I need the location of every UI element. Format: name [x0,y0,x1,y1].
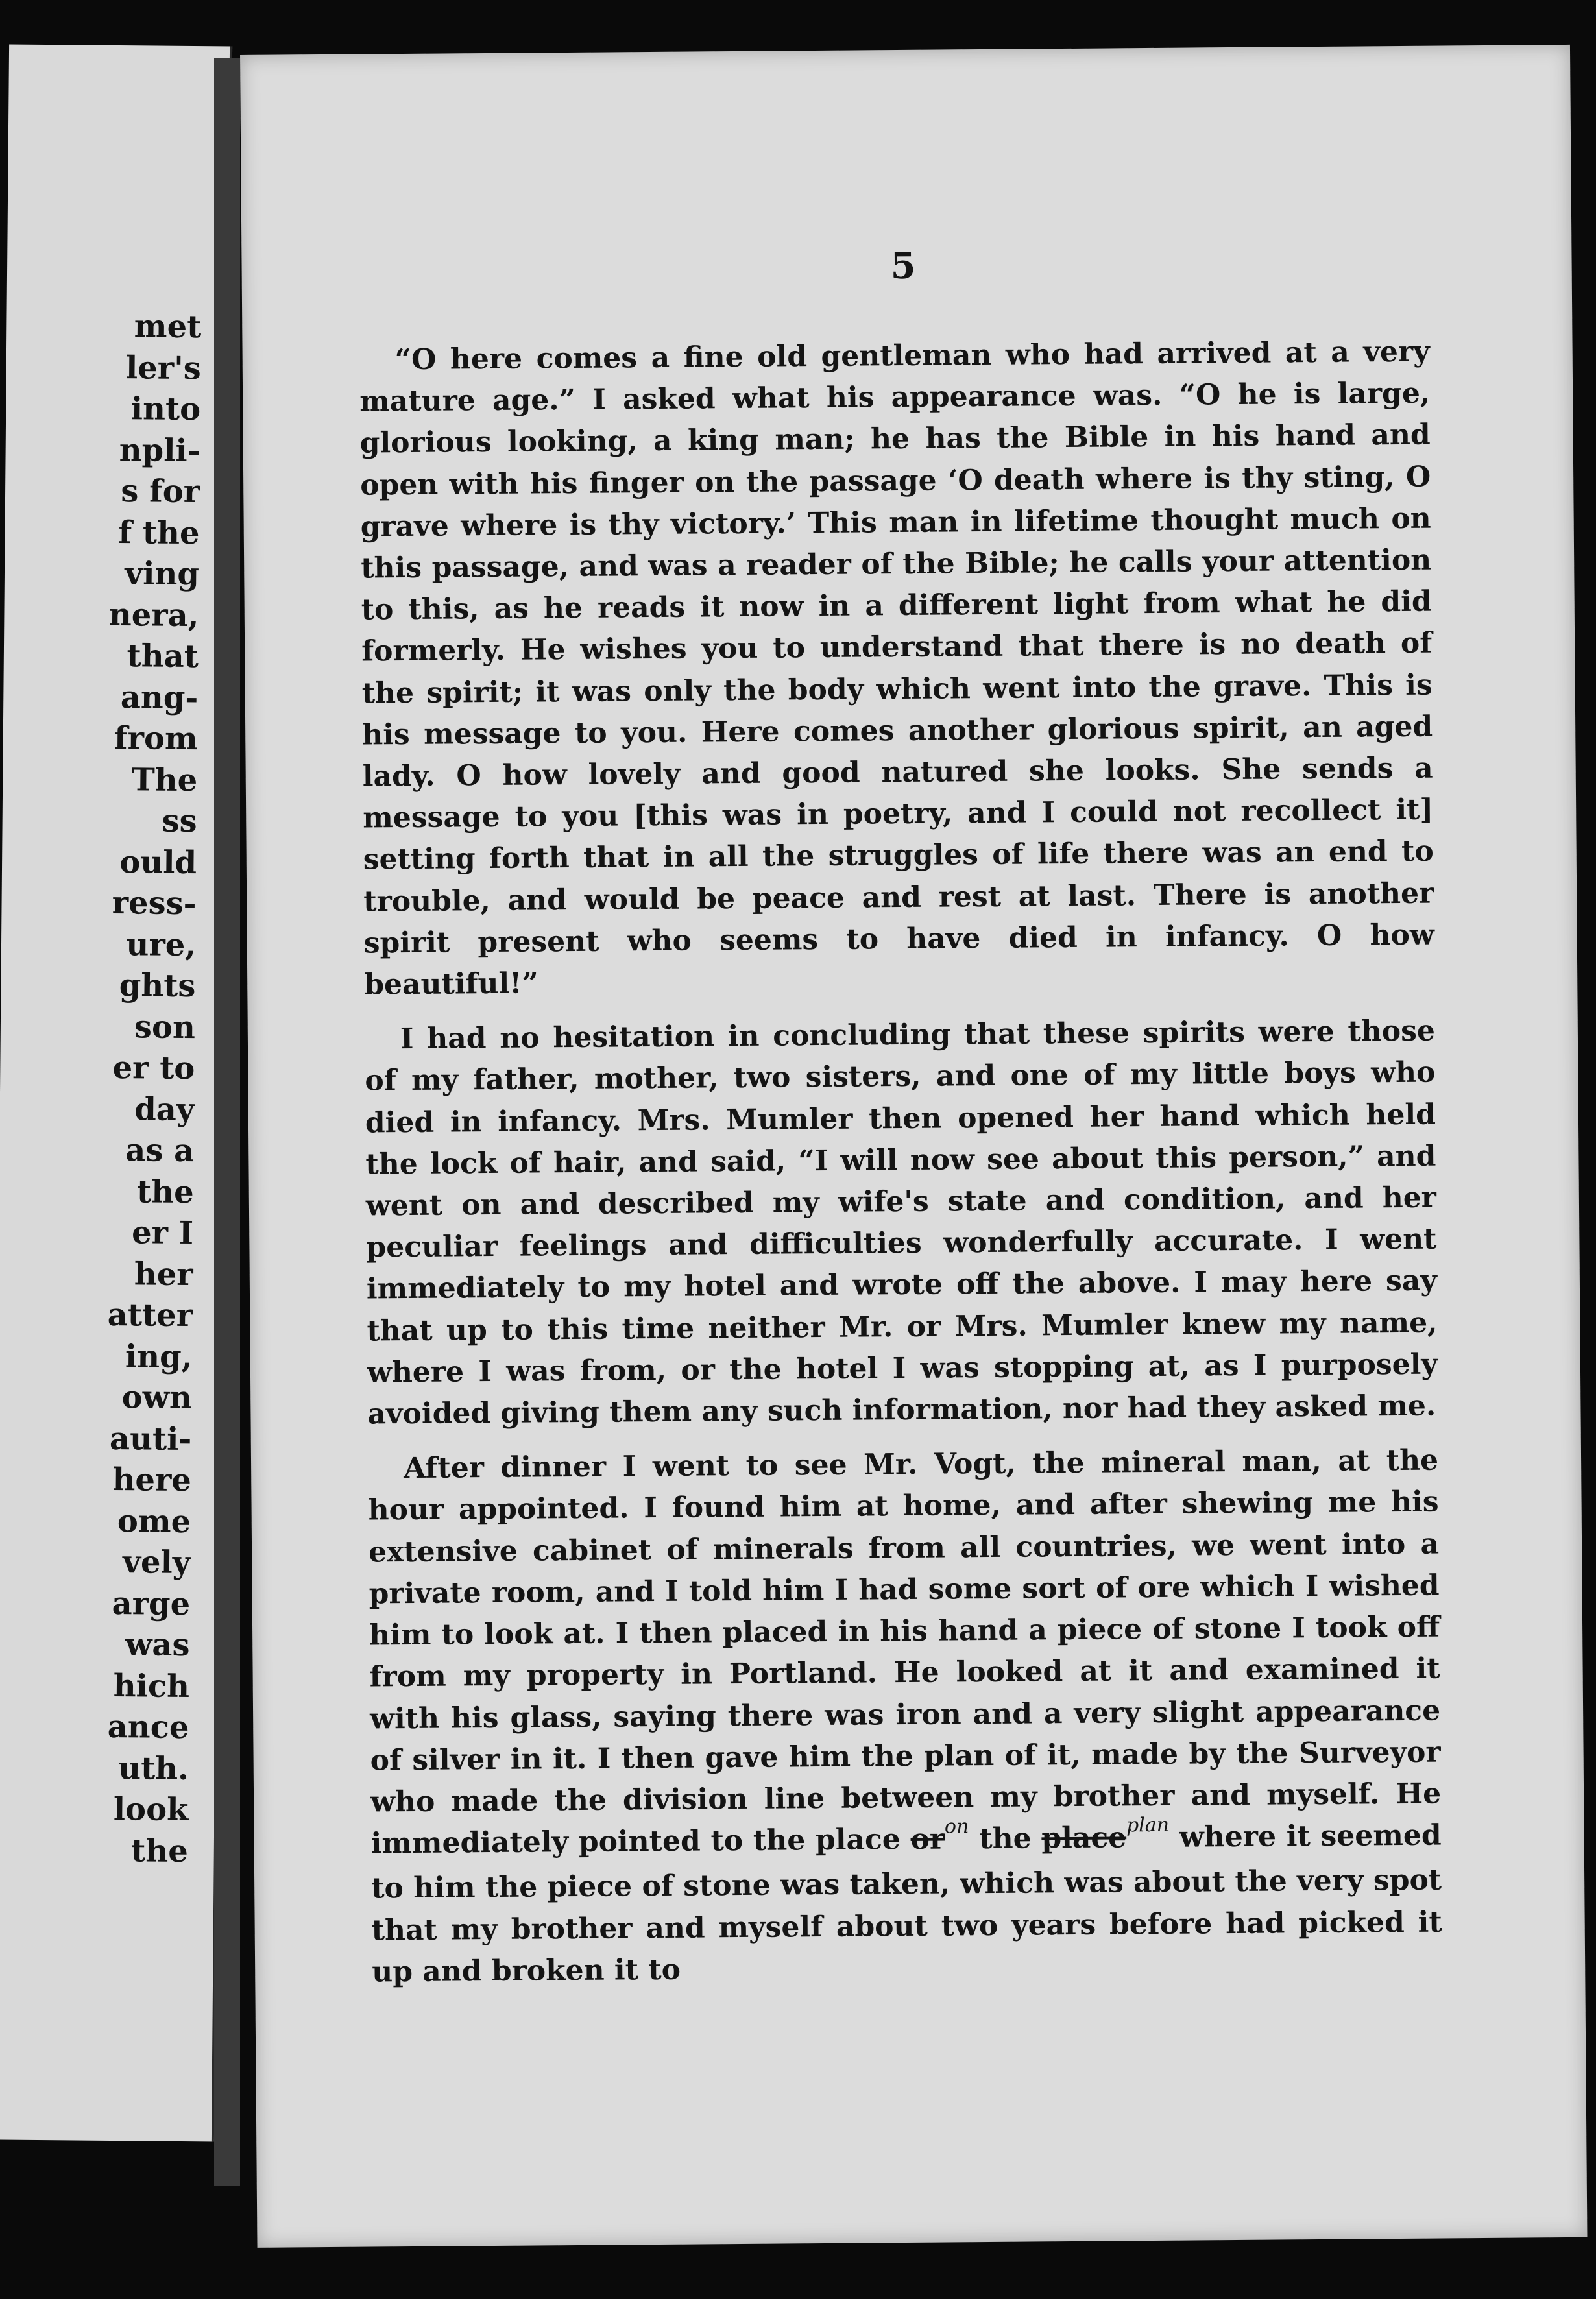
left-page-fragment: own [121,1379,193,1417]
body-text [359,331,1442,2006]
left-page-fragment: here [112,1462,192,1499]
left-page-fragment: look [113,1791,189,1829]
left-page-fragment: uth. [117,1750,189,1787]
left-page-fragment: f the [118,514,200,551]
book-gutter [214,58,240,2186]
left-page-fragment: ss [162,802,197,840]
left-page-fragment: son [134,1008,196,1046]
left-page-fragment: nera, [108,596,199,634]
left-page-fragment: vely [122,1544,191,1582]
left-page-fragment: The [131,761,198,799]
left-page-fragment: ving [125,555,200,593]
left-page-fragment: into [130,391,201,428]
handwritten-insert-plan: plan [1126,1813,1170,1837]
left-page-fragment: was [125,1626,190,1664]
left-page-fragment: the [130,1832,189,1870]
struck-word-or: or [910,1822,945,1857]
page-number: 5 [890,244,916,288]
left-page-fragment: her [134,1255,193,1293]
handwritten-insert-on: on [944,1815,969,1838]
struck-word-place: place [1041,1821,1127,1855]
left-page-fragment: the [136,1173,194,1210]
left-page-fragment: er to [112,1050,195,1087]
left-page-fragment: from [114,720,199,758]
left-page-fragment: ang- [120,679,199,716]
left-page-fragment: ould [119,843,197,881]
left-page-fragment: ance [107,1708,189,1746]
left-page-fragment: hich [113,1667,190,1705]
left-page-fragment: er I [131,1214,194,1252]
left-page-fragment: met [134,308,202,346]
left-page-fragment: ress- [112,884,197,922]
previous-page-edge [0,45,232,2142]
document-page [240,45,1587,2248]
paragraph-3-text: After dinner I went to see Mr. Vogt, the mineral man, at the hour appointed. I found him at home, and after shewing me his extensive cabinet of minerals from all countries, we went into a private room, and I told him I had some sort of ore which I wished him to look at. I then placed in his hand a piece of stone I took off from my property in Portland. He looked at it and examined it with his glass, saying there was iron and a very slight appearance of silver in it. I then gave him the plan of it, made by the Surveyor who made the division line between my brother and myself. He immediately pointed to the place [368,1443,1442,1860]
word-the: the [979,1822,1032,1856]
paragraph-1: “O here comes a fine old gentleman who had arrived at a very mature age.” I asked what his appearance was. “O he is large, glorious looking, a king man; he has the Bible in his hand and open with his finger on the passage ‘O death where is thy sting, O grave where is thy victory.’ This man in lifetime thought much on this passage, and was a reader of the Bible; he calls your attention to this, as he reads it now in a different light from what he did formerly. He wishes you to understand that there is no death of the spirit; it was only the body which went into the grave. This is his message to you. Here comes another glorious spirit, an aged lady. O how lovely and good natured she looks. She sends a message to you [this was in poetry, and I could not recollect it] setting forth that in all the struggles of life there was an end to trouble, and would be peace and rest at last. There is another spirit present who seems to have died in infancy. O how beautiful!” [359,335,1434,1002]
left-page-fragment: s for [121,473,200,511]
left-page-fragment: ghts [119,967,196,1005]
left-page-fragment: ler's [125,349,202,387]
left-page-fragment: day [134,1090,195,1128]
paragraph-3-end: where it seemed to him the piece of stone was taken, which was about the very spot that my brother and myself about two years before had picked it up and broken it to [371,1818,1442,1989]
left-page-fragment: ure, [126,926,197,963]
left-page-fragment: arge [112,1585,191,1622]
left-page-fragment: as a [125,1132,195,1170]
left-page-fragment: that [127,638,199,675]
paragraph-3 [368,1440,1443,1993]
left-page-fragment: npli- [119,431,200,469]
left-page-fragment: atter [107,1296,193,1334]
paragraph-2: I had no hesitation in concluding that these spirits were those of my father, mother, two sisters, and one of my little boys who died in infancy. Mrs. Mumler then opened her hand which held the lock of hair, and said, “I will now see about this person,” and went on and described my wife's state and condition, and her peculiar feelings and difficulties wonderfully accurate. I went immediately to my hotel and wrote off the above. I may here say that up to this time neither Mr. or Mrs. Mumler knew my name, where I was from, or the hotel I was stopping at, as I purposely avoided giving them any such information, nor had they asked me. [365,1014,1438,1431]
left-page-fragment: ing, [125,1338,193,1375]
left-page-fragment: auti- [109,1420,192,1458]
left-page-fragment: ome [117,1502,191,1540]
